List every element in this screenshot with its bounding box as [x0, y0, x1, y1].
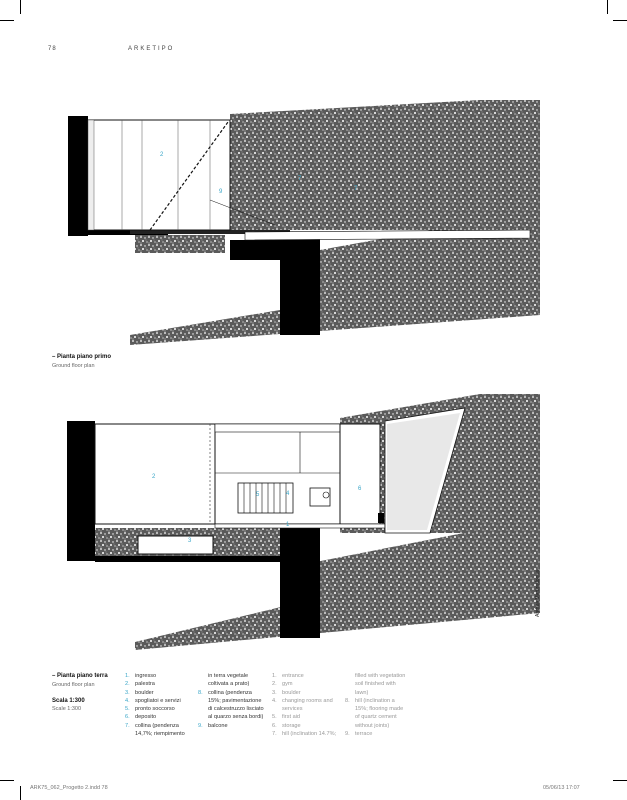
- legend-number: 1.: [125, 673, 130, 679]
- legend-text: entrance: [282, 673, 304, 679]
- legend-number: 9.: [198, 722, 203, 729]
- legend-text: boulder: [135, 689, 154, 696]
- legend-row: [345, 713, 425, 721]
- legend-number: [345, 722, 355, 730]
- legend-number: 8.: [198, 689, 203, 696]
- legend-text: lawn): [355, 689, 369, 696]
- crop-mark: [613, 780, 627, 781]
- legend-number: 1.: [272, 673, 277, 679]
- legend-number: [345, 672, 355, 680]
- legend-text: changing rooms and: [282, 697, 333, 704]
- legend-number: [198, 672, 208, 680]
- legend-text: boulder: [282, 689, 301, 696]
- legend-row: [198, 705, 273, 713]
- legend-row: [198, 680, 273, 688]
- legend-text: spogliatoi e servizi: [135, 697, 181, 704]
- legend-number: [345, 713, 355, 721]
- legend-text: palestra: [135, 681, 155, 688]
- legend-row: [125, 730, 205, 738]
- legend-number: 5.: [125, 706, 130, 713]
- plan-label: 9: [219, 189, 223, 195]
- legend-text: ingresso: [135, 673, 157, 679]
- legend-number: 8.: [345, 697, 350, 704]
- page-number: 78: [48, 46, 57, 52]
- legend-text: storage: [282, 722, 301, 729]
- legend-text: terrace: [355, 731, 373, 738]
- legend-number: 4.: [272, 697, 277, 704]
- plan-subtitle: Ground floor plan: [52, 363, 95, 369]
- legend-number: 7.: [125, 722, 130, 729]
- legend-text: coltivata a prato): [208, 681, 250, 688]
- legend-row: [272, 705, 352, 713]
- legend-text: deposito: [135, 714, 157, 721]
- legend-row: [198, 697, 273, 705]
- legend-number: 2.: [125, 681, 130, 688]
- plan-label: 7: [354, 186, 358, 192]
- legend-row: [345, 672, 425, 680]
- legend-text: 15%; flooring made: [355, 706, 404, 713]
- legend-row: [345, 705, 425, 713]
- legend-row: [125, 705, 205, 713]
- legend-row: [345, 697, 425, 705]
- crop-mark: [0, 780, 14, 781]
- legend-number: 6.: [125, 714, 130, 721]
- legend-row: [272, 680, 352, 688]
- plan-label: 7: [298, 176, 302, 182]
- scale-label: Scala 1:300: [52, 698, 85, 704]
- legend-text: services: [282, 706, 303, 713]
- crop-mark: [20, 786, 21, 800]
- legend-row: [198, 713, 273, 721]
- legend-text: hill (inclination 14.7%;: [282, 731, 337, 738]
- legend-text: gym: [282, 681, 293, 688]
- legend-number: [198, 705, 208, 713]
- legend-text: in terra vegetale: [208, 673, 249, 679]
- legend-text: di calcestruzzo lisciato: [208, 706, 264, 713]
- legend-number: [125, 730, 135, 738]
- legend-row: [272, 722, 352, 730]
- ground-floor-plan: [60, 388, 540, 658]
- legend-number: [345, 680, 355, 688]
- legend-text: collina (pendenza: [208, 689, 252, 696]
- footer-file: ARK75_062_Progetto 2.indd 78: [30, 785, 108, 791]
- legend-number: [345, 705, 355, 713]
- plan-subtitle: Ground floor plan: [52, 682, 95, 688]
- legend-text: collina (pendenza: [135, 722, 179, 729]
- legend-row: [125, 697, 205, 705]
- legend-row: [272, 697, 352, 705]
- legend-row: [125, 722, 205, 730]
- legend-text: al quarzo senza bordi): [208, 714, 264, 721]
- crop-mark: [20, 0, 21, 14]
- crop-mark: [613, 20, 627, 21]
- plan-label: 6: [358, 486, 362, 492]
- legend-row: [345, 730, 425, 738]
- legend-number: 3.: [272, 689, 277, 696]
- legend-row: [345, 689, 425, 697]
- crop-mark: [607, 0, 608, 14]
- legend-number: 9.: [345, 731, 350, 738]
- legend-text: pronto soccorso: [135, 706, 175, 713]
- footer-date: 05/06/13 17:07: [543, 785, 580, 791]
- legend-row: [272, 730, 352, 738]
- legend-text: soil finished with: [355, 681, 396, 688]
- legend-row: [345, 722, 425, 730]
- legend-number: [345, 689, 355, 697]
- legend-row: [198, 722, 273, 730]
- legend-text: without joints): [355, 722, 390, 729]
- legend-en-col2: [345, 672, 425, 738]
- legend-row: [345, 680, 425, 688]
- plan-title: – Pianta piano terra: [52, 673, 108, 679]
- legend-row: [198, 672, 273, 680]
- legend-row: [125, 680, 205, 688]
- plan-label: 2: [160, 152, 164, 158]
- plan-label: 4: [286, 491, 290, 497]
- legend-text: filled with vegetation: [355, 673, 406, 679]
- legend-number: 7.: [272, 731, 277, 738]
- legend-row: [198, 689, 273, 697]
- legend-number: 5.: [272, 714, 277, 721]
- legend-text: 14,7%; riempimento: [135, 731, 185, 738]
- crop-mark: [0, 20, 14, 21]
- plan-label: 1: [286, 522, 290, 528]
- legend-number: [198, 680, 208, 688]
- legend-en-col1: [272, 672, 352, 738]
- legend-number: [272, 705, 282, 713]
- scale-label-en: Scale 1:300: [52, 706, 82, 712]
- legend-number: [198, 697, 208, 705]
- legend-number: 6.: [272, 722, 277, 729]
- legend-row: [272, 689, 352, 697]
- legend-text: balcone: [208, 722, 228, 729]
- legend-text: of quartz cement: [355, 714, 397, 721]
- legend-text: first aid: [282, 714, 301, 721]
- legend-number: 4.: [125, 697, 130, 704]
- plan-title: – Pianta piano primo: [52, 354, 112, 360]
- magazine-name: ARKETIPO: [128, 46, 175, 52]
- legend-number: [198, 713, 208, 721]
- legend-text: hill (inclination a: [355, 697, 395, 704]
- legend-row: [125, 672, 205, 680]
- legend-row: [272, 672, 352, 680]
- legend-text: 15%; pavimentazione: [208, 697, 262, 704]
- plan-label: 3: [188, 538, 192, 544]
- legend-row: [272, 713, 352, 721]
- legend-number: 2.: [272, 681, 277, 688]
- legend-number: 3.: [125, 689, 130, 696]
- plan-label: 2: [152, 474, 156, 480]
- legend-it-col1: [125, 672, 205, 738]
- plan-label: 5: [256, 492, 260, 498]
- legend-it-col2: [198, 672, 273, 730]
- first-floor-plan: [60, 60, 540, 350]
- legend-row: [125, 689, 205, 697]
- photo-credit: Andrea Martiradonna: [535, 570, 541, 617]
- legend-row: [125, 713, 205, 721]
